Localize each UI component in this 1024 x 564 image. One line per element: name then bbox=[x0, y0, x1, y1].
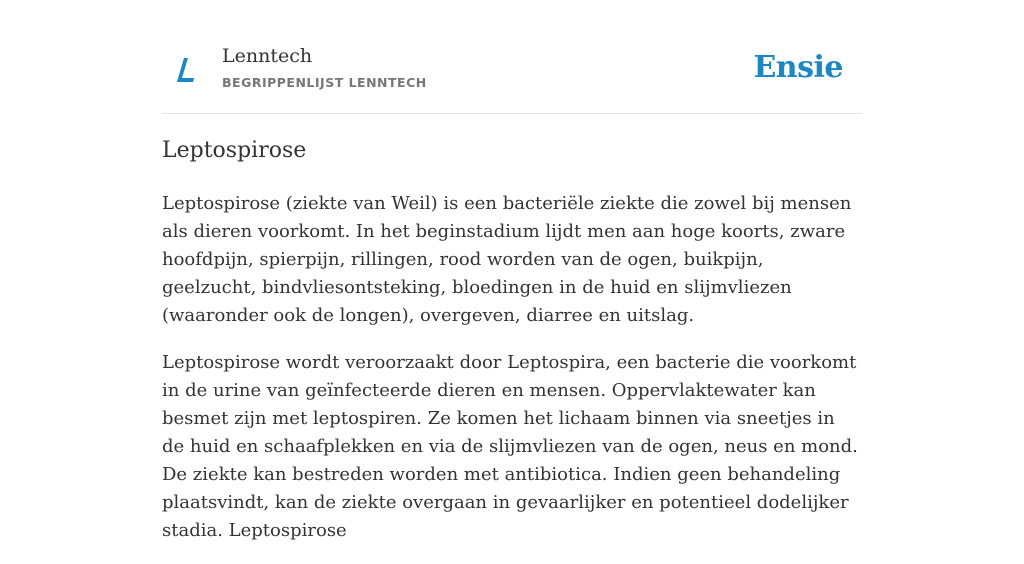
ensie-brand-logo[interactable]: Ensie bbox=[753, 50, 843, 85]
article-body bbox=[162, 190, 862, 564]
source-subtitle[interactable]: BEGRIPPENLIJST LENNTECH bbox=[222, 75, 427, 90]
header bbox=[162, 0, 862, 114]
lenntech-logo-icon[interactable] bbox=[176, 56, 198, 84]
article-paragraph: Leptospirose (ziekte van Weil) is een bacteriële ziekte die zowel bij mensen als dieren voorkomt. In het beginstadium lijdt men aan hoge koorts, zware hoofdpijn, spierpijn, rillingen, rood worden van de ogen, buikpijn, geelzucht, bindvliesontsteking, bloedingen in de huid en slijmvliezen (waaronder ook de longen), overgeven, diarree en uitslag. bbox=[162, 193, 852, 326]
page-title: Leptospirose bbox=[162, 138, 307, 163]
source-name[interactable]: Lenntech bbox=[222, 45, 313, 67]
article-card bbox=[162, 0, 862, 541]
article-paragraph: Leptospirose wordt veroorzaakt door Leptospira, een bacterie die voorkomt in de urine van geïnfecteerde dieren en mensen. Oppervlaktewater kan besmet zijn met leptospiren. Ze komen het lichaam binnen via sneetjes in de huid en schaafplekken en via de slijmvliezen van de ogen, neus en mond. De ziekte kan bestreden worden met antibiotica. Indien geen behandeling plaatsvindt, kan de ziekte overgaan in gevaarlijker en potentieel dodelijker stadia. Leptospirose bbox=[162, 352, 858, 541]
